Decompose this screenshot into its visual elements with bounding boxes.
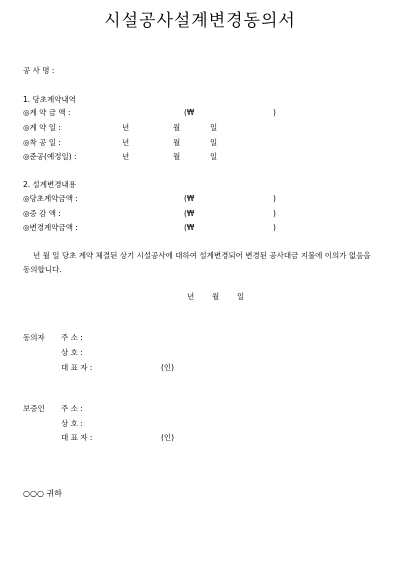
- start-date-month: 월: [173, 138, 181, 147]
- start-date-label: ◎착 공 일 :: [23, 138, 61, 147]
- contract-date-label: ◎계 약 일 :: [23, 123, 61, 132]
- guarantor-representative-label: 대 표 자 :: [61, 433, 93, 442]
- original-contract-amount-won: (₩: [184, 108, 195, 117]
- start-date-day: 일: [210, 138, 218, 147]
- document-title: 시설공사설계변경동의서: [104, 11, 296, 31]
- consenter-seal: (인): [161, 363, 175, 372]
- completion-date-year: 년: [122, 152, 130, 161]
- guarantor-trade-name-label: 상 호 :: [61, 419, 83, 428]
- completion-date-month: 월: [173, 152, 181, 161]
- changed-amount-won: (₩: [184, 223, 195, 232]
- original-amount-won: (₩: [184, 194, 195, 203]
- section1-heading: 1. 당초계약내역: [23, 95, 77, 104]
- changed-amount-close: ): [273, 223, 276, 232]
- section2-heading: 2. 설계변경내용: [23, 180, 77, 189]
- sign-date-year: 년: [187, 292, 195, 301]
- sign-date-month: 월: [212, 292, 220, 301]
- change-amount-close: ): [273, 209, 276, 218]
- addressee: ○○○ 귀하: [23, 489, 62, 498]
- consenter-trade-name-label: 상 호 :: [61, 348, 83, 357]
- change-amount-won: (₩: [184, 209, 195, 218]
- original-amount-close: ): [273, 194, 276, 203]
- completion-date-day: 일: [210, 152, 218, 161]
- sign-date-day: 일: [237, 292, 245, 301]
- start-date-year: 년: [122, 138, 130, 147]
- contract-date-day: 일: [210, 123, 218, 132]
- changed-amount-label: ◎변경계약금액 :: [23, 223, 78, 232]
- contract-date-year: 년: [122, 123, 130, 132]
- project-name-label: 공 사 명 :: [23, 66, 55, 75]
- consenter-role: 동의자: [23, 333, 45, 342]
- contract-date-month: 월: [173, 123, 181, 132]
- original-amount-label: ◎당초계약금액 :: [23, 194, 78, 203]
- completion-date-label: ◎준공(예정일) :: [23, 152, 77, 161]
- consenter-representative-label: 대 표 자 :: [61, 363, 93, 372]
- original-contract-amount-label: ◎계 약 금 액 :: [23, 108, 71, 117]
- guarantor-address-label: 주 소 :: [61, 404, 83, 413]
- guarantor-seal: (인): [161, 433, 175, 442]
- change-amount-label: ◎증 감 액 :: [23, 209, 61, 218]
- consenter-address-label: 주 소 :: [61, 333, 83, 342]
- original-contract-amount-close: ): [273, 108, 276, 117]
- consent-paragraph: 년 월 일 당초 계약 체결된 상기 시설공사에 대하여 설계변경되어 변경된 공사대금 지불에 이의가 없음을 동의합니다.: [23, 251, 371, 274]
- guarantor-role: 보증인: [23, 404, 45, 413]
